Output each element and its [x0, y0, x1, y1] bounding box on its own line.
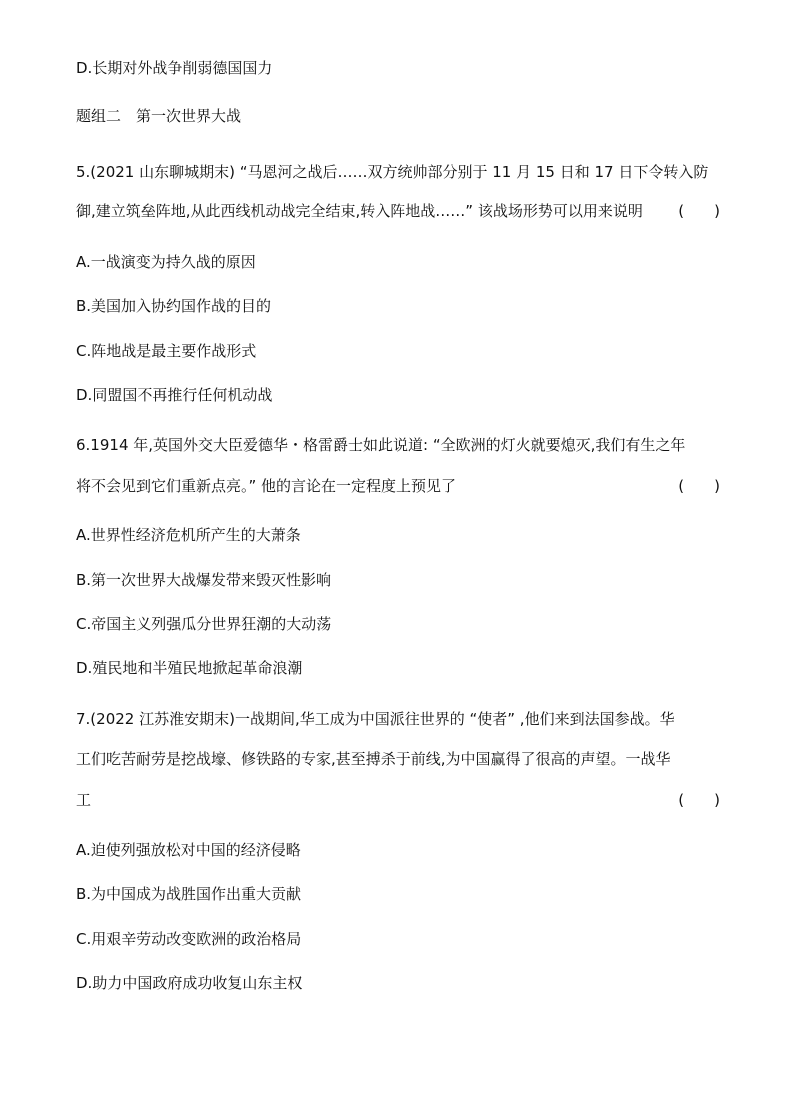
- question-6-answer-bracket: ( ): [678, 477, 720, 495]
- question-7-answer-bracket: ( ): [678, 791, 720, 809]
- question-7-stem-line-1: 7.(2022 江苏淮安期末)一战期间,华工成为中国派往世界的 “使者” ,他们来到法国参战。华: [76, 710, 675, 728]
- question-6-option-c: C.帝国主义列强瓜分世界狂潮的大动荡: [76, 615, 332, 633]
- question-6-stem-line-1: 6.1914 年,英国外交大臣爱德华・格雷爵士如此说道: “全欧洲的灯火就要熄灭,我们有生之年: [76, 436, 686, 454]
- question-5-stem-line-2-row: [76, 201, 720, 221]
- question-6-stem-line-2-row: [76, 476, 720, 496]
- question-6-option-b: B.第一次世界大战爆发带来毁灭性影响: [76, 571, 332, 589]
- question-7-stem-line-2: 工们吃苦耐劳是挖战壕、修铁路的专家,甚至搏杀于前线,为中国赢得了很高的声望。一战华: [76, 750, 671, 768]
- previous-question-option-d: D.长期对外战争削弱德国国力: [76, 59, 273, 77]
- question-6-option-a: A.世界性经济危机所产生的大萧条: [76, 526, 301, 544]
- question-7-option-b: B.为中国成为战胜国作出重大贡献: [76, 885, 302, 903]
- question-5-option-a: A.一战演变为持久战的原因: [76, 253, 256, 271]
- question-7-option-c: C.用艰辛劳动改变欧洲的政治格局: [76, 930, 302, 948]
- question-7-option-a: A.迫使列强放松对中国的经济侵略: [76, 841, 301, 859]
- question-6-stem-line-2: 将不会见到它们重新点亮。” 他的言论在一定程度上预见了: [76, 477, 457, 495]
- question-5-stem-line-1: 5.(2021 山东聊城期末) “马恩河之战后……双方统帅部分别于 11 月 15 日和 17 日下令转入防: [76, 163, 709, 181]
- question-7-stem-line-3-row: [76, 790, 720, 810]
- question-7-stem-line-3: 工: [76, 791, 92, 809]
- question-5-option-d: D.同盟国不再推行任何机动战: [76, 386, 273, 404]
- question-7-option-d: D.助力中国政府成功收复山东主权: [76, 974, 303, 992]
- question-6-option-d: D.殖民地和半殖民地掀起革命浪潮: [76, 659, 303, 677]
- question-5-stem-line-2: 御,建立筑垒阵地,从此西线机动战完全结束,转入阵地战……” 该战场形势可以用来说明: [76, 202, 643, 220]
- question-5-option-b: B.美国加入协约国作战的目的: [76, 297, 272, 315]
- section-title: 题组二 第一次世界大战: [76, 107, 242, 125]
- question-5-option-c: C.阵地战是最主要作战形式: [76, 342, 257, 360]
- question-5-answer-bracket: ( ): [678, 202, 720, 220]
